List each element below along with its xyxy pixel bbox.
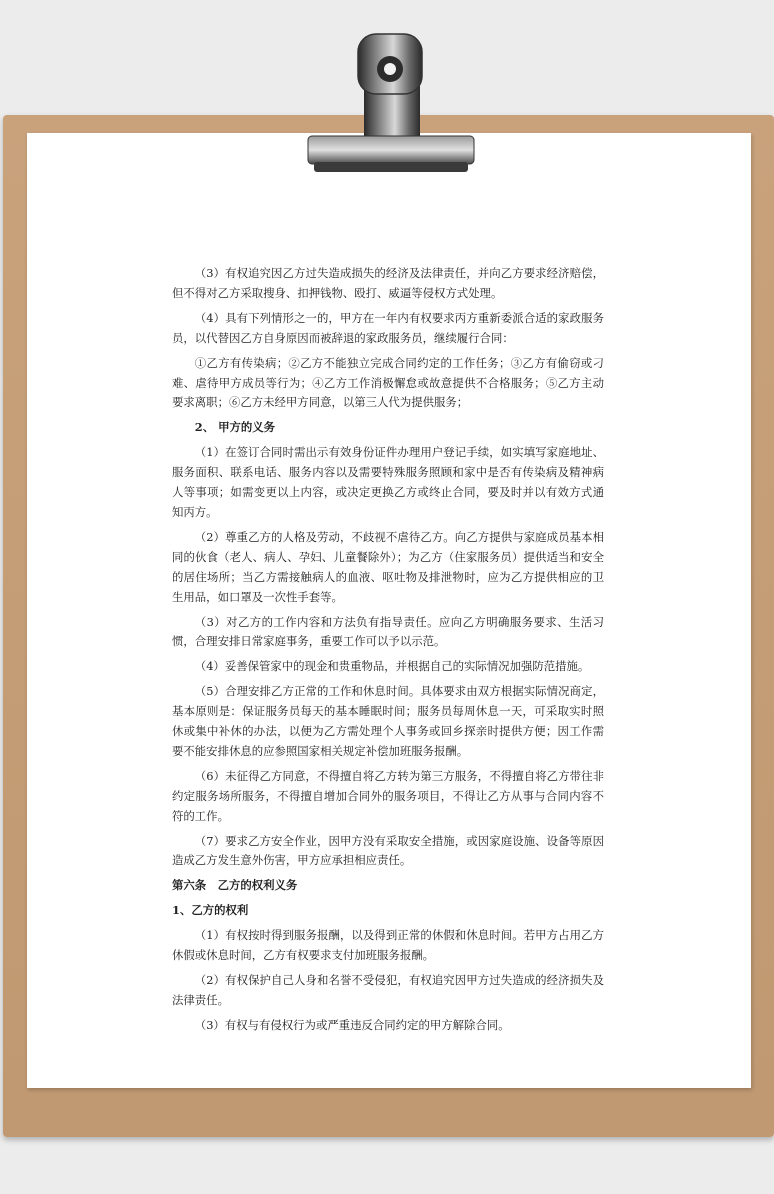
- article-heading: 第六条 乙方的权利义务: [172, 878, 298, 893]
- paragraph: （2）尊重乙方的人格及劳动，不歧视不虐待乙方。向乙方提供与家庭成员基本相同的伙食（老人、病人、孕妇、儿童餐除外）；为乙方（住家服务员）提供适当和安全的居住场所；当乙方需接触病人的血液、呕吐物及排泄物时，应为乙方提供相应的卫生用品，如口罩及一次性手套等。: [172, 529, 604, 604]
- paragraph: （2）有权保护自己人身和名誉不受侵犯，有权追究因甲方过失造成的经济损失及法律责任。: [172, 973, 604, 1007]
- section-heading: 1、乙方的权利: [172, 903, 249, 918]
- paragraph: （7）要求乙方安全作业，因甲方没有采取安全措施，或因家庭设施、设备等原因造成乙方发生意外伤害，甲方应承担相应责任。: [172, 833, 604, 868]
- paragraph: （1）有权按时得到服务报酬，以及得到正常的休假和休息时间。若甲方占用乙方休假或休息时间，乙方有权要求支付加班服务报酬。: [172, 928, 604, 963]
- paragraph: （3）有权追究因乙方过失造成损失的经济及法律责任，并向乙方要求经济赔偿，但不得对乙方采取搜身、扣押钱物、殴打、威逼等侵权方式处理。: [172, 266, 604, 300]
- paragraph: （3）对乙方的工作内容和方法负有指导责任。应向乙方明确服务要求、生活习惯，合理安排日常家庭事务，重要工作可以予以示范。: [172, 614, 604, 649]
- paragraph: （4）妥善保管家中的现金和贵重物品，并根据自己的实际情况加强防范措施。: [194, 659, 590, 674]
- section-heading: 2、 甲方的义务: [194, 420, 276, 435]
- contract-text: [172, 264, 604, 1036]
- paragraph: （6）未征得乙方同意，不得擅自将乙方转为第三方服务，不得擅自将乙方带往非约定服务场所服务，不得擅自增加合同外的服务项目，不得让乙方从事与合同内容不符的工作。: [172, 768, 604, 823]
- paragraph: （1）在签订合同时需出示有效身份证件办理用户登记手续，如实填写家庭地址、服务面积、联系电话、服务内容以及需要特殊服务照顾和家中是否有传染病及精神病人等事项；如需变更以上内容，或决定更换乙方或终止合同，要及时并以有效方式通知丙方。: [172, 445, 604, 519]
- binder-clip-icon: [298, 28, 478, 180]
- paragraph: （5）合理安排乙方正常的工作和休息时间。具体要求由双方根据实际情况商定，基本原则是：保证服务员每天的基本睡眠时间；服务员每周休息一天，可采取实时照休或集中补休的办法，以便为乙方需处理个人事务或回乡探亲时提供方便；因工作需要不能安排休息的应参照国家相关规定补偿加班服务报酬。: [172, 684, 604, 758]
- paragraph: ①乙方有传染病；②乙方不能独立完成合同约定的工作任务；③乙方有偷窃或刁难、虐待甲方成员等行为；④乙方工作消极懈怠或故意提供不合格服务；⑤乙方主动要求离职；⑥乙方未经甲方同意，以第三人代为提供服务；: [172, 355, 604, 410]
- paragraph: （4）具有下列情形之一的，甲方在一年内有权要求丙方重新委派合适的家政服务员，以代替因乙方自身原因而被辞退的家政服务员，继续履行合同：: [172, 310, 604, 345]
- paragraph: （3）有权与有侵权行为或严重违反合同约定的甲方解除合同。: [194, 1017, 510, 1032]
